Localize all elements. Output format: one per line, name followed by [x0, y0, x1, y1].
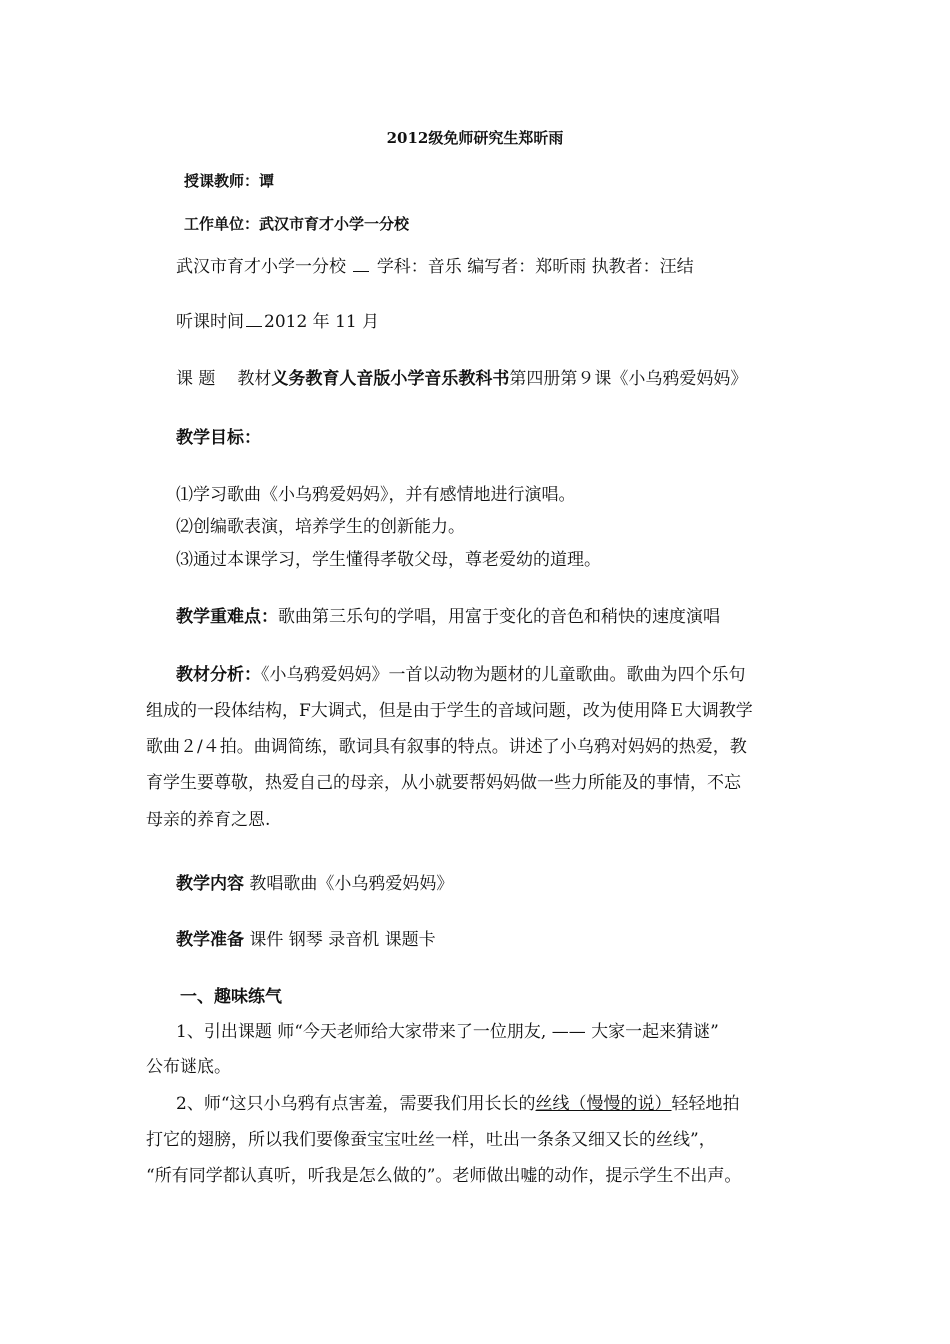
- analysis-line: 母亲的养育之恩.: [146, 810, 271, 830]
- key-points-text: 歌曲第三乐句的学唱，用富于变化的音色和稍快的速度演唱: [278, 607, 720, 627]
- time-line: [176, 311, 379, 333]
- content-line: [176, 873, 453, 895]
- para2-text-b: 轻轻地拍: [671, 1094, 740, 1114]
- time-value: 2012 年 11 月: [264, 312, 380, 332]
- analysis-line: [176, 664, 746, 686]
- material-prefix: 教材: [237, 369, 272, 389]
- info-school: 武汉市育才小学一分校: [176, 257, 346, 277]
- content-text: 教唱歌曲《小乌鸦爱妈妈》: [249, 874, 454, 894]
- page-title: 2012级免师研究生郑昕雨: [386, 129, 564, 147]
- analysis-line: 育学生要尊敬，热爱自己的母亲，从小就要帮妈妈做一些力所能及的事情，不忘: [146, 773, 741, 793]
- key-points: [176, 606, 720, 628]
- analysis-line: 歌曲２/４拍。曲调简练，歌词具有叙事的特点。讲述了小乌鸦对妈妈的热爱，教: [146, 737, 747, 757]
- prep-label: 教学准备: [176, 930, 244, 950]
- para2-underlined: 丝线（慢慢的说）: [535, 1094, 672, 1114]
- paragraph-line: “所有同学都认真听，听我是怎么做的”。老师做出嘘的动作，提示学生不出声。: [146, 1166, 742, 1186]
- time-label: 听课时间: [176, 312, 244, 332]
- unit-label: 工作单位：武汉市育才小学一分校: [184, 215, 410, 233]
- prep-text: 课件 钢琴 录音机 课题卡: [249, 930, 436, 950]
- info-writer: 编写者：郑昕雨: [467, 257, 587, 277]
- blank-underline: [353, 261, 369, 272]
- prep-line: [176, 929, 436, 951]
- material-title: 义务教育人音版小学音乐教科书: [271, 369, 510, 389]
- blank-underline: [246, 316, 262, 327]
- paragraph-line: 打它的翅膀，所以我们要像蚕宝宝吐丝一样，吐出一条条又细又长的丝线”，: [146, 1130, 716, 1150]
- content-label: 教学内容: [176, 874, 244, 894]
- para2-text-a: 2、师“这只小乌鸦有点害羞，需要我们用长长的: [176, 1094, 536, 1114]
- section-heading: 一、趣味练气: [180, 987, 282, 1007]
- teacher-label: 授课教师：谭: [184, 172, 275, 190]
- info-line: [176, 256, 694, 278]
- material-rest: 第四册第９课《小乌鸦爱妈妈》: [509, 369, 748, 389]
- analysis-line: 组成的一段体结构，F大调式，但是由于学生的音域问题，改为使用降Ｅ大调教学: [146, 701, 753, 721]
- paragraph-line: [176, 1093, 740, 1115]
- info-subject: 学科：音乐: [376, 257, 462, 277]
- paragraph-line: 公布谜底。: [146, 1057, 231, 1077]
- topic-label: 课 题: [176, 369, 216, 389]
- lesson-topic-line: [176, 368, 747, 390]
- goal-item: ⑵创编歌表演，培养学生的创新能力。: [176, 517, 465, 537]
- goal-item: ⑶通过本课学习，学生懂得孝敬父母，尊老爱幼的道理。: [176, 550, 601, 570]
- goals-heading: 教学目标：: [176, 428, 261, 448]
- paragraph-line: 1、引出课题 师“今天老师给大家带来了一位朋友, —— 大家一起来猜谜”: [176, 1022, 719, 1042]
- key-points-label: 教学重难点：: [176, 607, 278, 627]
- analysis-label: 教材分析：: [176, 665, 261, 685]
- info-executor: 执教者：汪结: [591, 257, 694, 277]
- goal-item: ⑴学习歌曲《小乌鸦爱妈妈》，并有感情地进行演唱。: [176, 485, 576, 505]
- analysis-text: 《小乌鸦爱妈妈》一首以动物为题材的儿童歌曲。歌曲为四个乐句: [261, 665, 746, 685]
